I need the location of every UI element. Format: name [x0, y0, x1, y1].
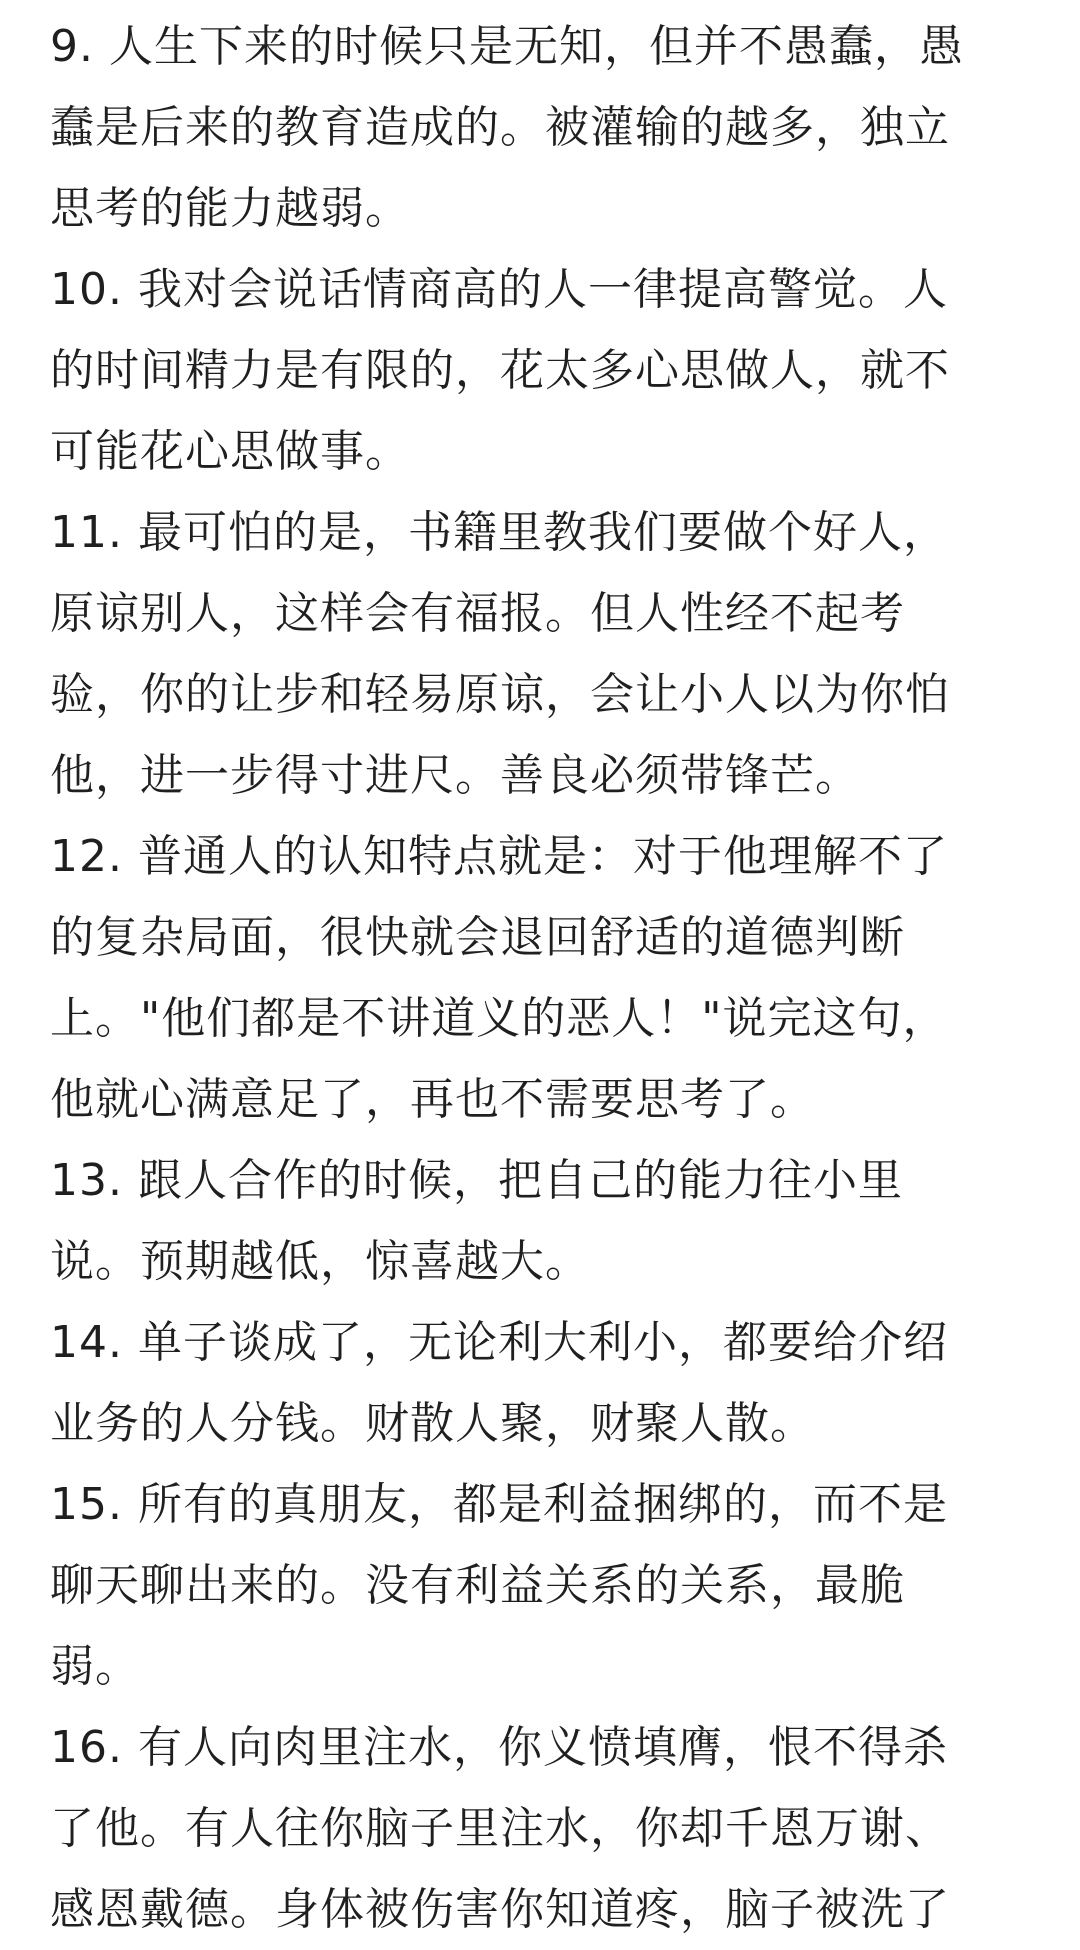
text-line: 了他。有人往你脑子里注水，你却千恩万谢、 — [50, 1803, 950, 1854]
list-item — [50, 6, 1050, 249]
text-line: 他就心满意足了，再也不需要思考了。 — [50, 1074, 815, 1125]
text-line: 14. 单子谈成了，无论利大利小，都要给介绍 — [50, 1317, 948, 1368]
list-item — [50, 1140, 1050, 1302]
text-line: 聊天聊出来的。没有利益关系的关系，最脆 — [50, 1560, 905, 1611]
text-line: 验，你的让步和轻易原谅，会让小人以为你怕 — [50, 669, 950, 720]
text-line: 16. 有人向肉里注水，你义愤填膺，恨不得杀 — [50, 1722, 948, 1773]
text-line: 13. 跟人合作的时候，把自己的能力往小里 — [50, 1155, 903, 1206]
list-item — [50, 1707, 1050, 1950]
list-item — [50, 1464, 1050, 1707]
text-line: 15. 所有的真朋友，都是利益捆绑的，而不是 — [50, 1479, 948, 1530]
list-item — [50, 492, 1050, 816]
text-line: 蠢是后来的教育造成的。被灌输的越多，独立 — [50, 102, 950, 153]
text-line: 11. 最可怕的是，书籍里教我们要做个好人， — [50, 507, 948, 558]
list-item — [50, 1302, 1050, 1464]
list-item — [50, 249, 1050, 492]
text-line: 弱。 — [50, 1641, 140, 1692]
text-line: 10. 我对会说话情商高的人一律提高警觉。人 — [50, 264, 948, 315]
text-line: 可能花心思做事。 — [50, 426, 410, 477]
text-line: 12. 普通人的认知特点就是：对于他理解不了 — [50, 831, 948, 882]
text-line: 原谅别人，这样会有福报。但人性经不起考 — [50, 588, 905, 639]
text-line: 他，进一步得寸进尺。善良必须带锋芒。 — [50, 750, 860, 801]
text-line: 思考的能力越弱。 — [50, 183, 410, 234]
list-item — [50, 816, 1050, 1140]
text-line: 的复杂局面，很快就会退回舒适的道德判断 — [50, 912, 905, 963]
text-line: 9. 人生下来的时候只是无知，但并不愚蠢，愚 — [50, 21, 964, 72]
text-line: 感恩戴德。身体被伤害你知道疼，脑子被洗了 — [50, 1884, 950, 1935]
text-line: 的时间精力是有限的，花太多心思做人，就不 — [50, 345, 950, 396]
article-body — [50, 6, 1050, 1950]
text-line: 上。"他们都是不讲道义的恶人！"说完这句， — [50, 993, 948, 1044]
text-line: 说。预期越低，惊喜越大。 — [50, 1236, 590, 1287]
text-line: 业务的人分钱。财散人聚，财聚人散。 — [50, 1398, 815, 1449]
